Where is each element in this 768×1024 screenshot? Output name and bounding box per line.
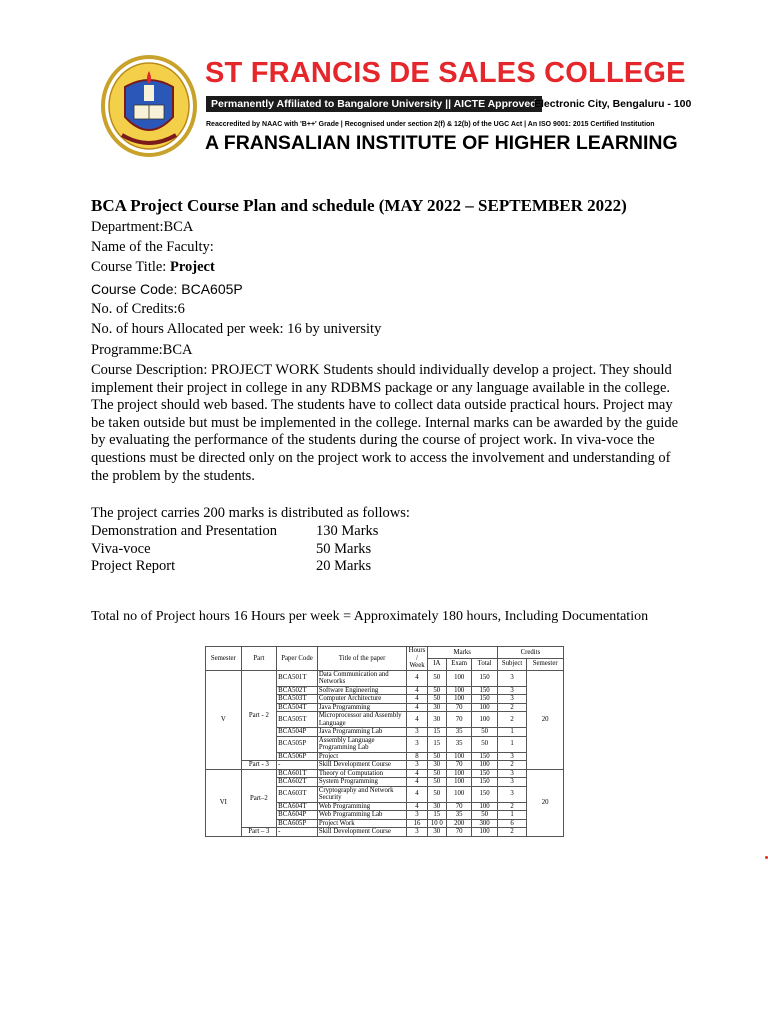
marks-row: [91, 558, 372, 575]
header-hours: Hours / Week: [408, 647, 426, 669]
marks-item: Viva-voce: [91, 541, 151, 557]
total-cell: 100: [472, 828, 497, 837]
marks-row: [91, 523, 379, 540]
total-cell: 300: [472, 819, 497, 828]
paper-title-cell: Java Programming Lab: [317, 728, 406, 737]
paper-code-cell: BCA502T: [277, 686, 318, 695]
part-cell: Part - 3: [241, 761, 277, 770]
hours-cell: 16: [407, 819, 427, 828]
total-hours-line: Total no of Project hours 16 Hours per week = Approximately 180 hours, Including Documentation: [91, 609, 649, 624]
total-cell: 100: [472, 703, 497, 712]
ia-cell: 50: [427, 670, 446, 686]
total-cell: 50: [472, 736, 497, 752]
paper-title-cell: Web Programming: [317, 802, 406, 811]
semester-credits-cell: 20: [527, 670, 564, 769]
part-cell: Part–2: [241, 769, 277, 828]
subject-credits-cell: 3: [497, 670, 526, 686]
hours-cell: 8: [407, 752, 427, 761]
marks-item: Demonstration and Presentation: [91, 523, 278, 539]
hours-cell: 3: [407, 728, 427, 737]
hours-cell: 4: [407, 769, 427, 778]
paper-title-cell: System Programming: [317, 778, 406, 787]
exam-cell: 100: [446, 786, 471, 802]
paper-title-cell: Project Work: [317, 819, 406, 828]
paper-title-cell: Java Programming: [317, 703, 406, 712]
paper-title-cell: Skill Development Course: [317, 761, 406, 770]
table-row: [206, 828, 564, 837]
scheme-table-body: [206, 670, 564, 836]
paper-code-cell: BCA602T: [277, 778, 318, 787]
subject-credits-cell: 3: [497, 778, 526, 787]
ia-cell: 30: [427, 761, 446, 770]
header-subject: Subject: [497, 658, 526, 670]
semester-cell: V: [206, 670, 242, 769]
programme-line: Programme:BCA: [91, 342, 193, 358]
ia-cell: 30: [427, 828, 446, 837]
hours-cell: 4: [407, 695, 427, 704]
exam-cell: 35: [446, 728, 471, 737]
paper-code-cell: BCA604P: [277, 811, 318, 820]
hours-cell: 4: [407, 703, 427, 712]
ia-cell: 30: [427, 802, 446, 811]
accreditation-line: Reaccredited by NAAC with 'B++' Grade | Recognised under section 2(f) & 12(b) of the UGC Act | An ISO 9001: 2015 Certified Institution: [206, 121, 655, 128]
header-part: Part: [241, 647, 277, 671]
total-cell: 150: [472, 686, 497, 695]
course-title-label: Course Title:: [91, 259, 170, 275]
total-cell: 100: [472, 761, 497, 770]
paper-code-cell: BCA505P: [277, 736, 318, 752]
ia-cell: 30: [427, 712, 446, 728]
paper-code-cell: BCA505T: [277, 712, 318, 728]
paper-title-cell: Software Engineering: [317, 686, 406, 695]
marks-value: 50 Marks: [316, 541, 372, 557]
hours-cell: 3: [407, 761, 427, 770]
total-cell: 150: [472, 769, 497, 778]
paper-code-cell: BCA601T: [277, 769, 318, 778]
total-cell: 50: [472, 811, 497, 820]
scheme-table: [205, 646, 564, 837]
paper-title-cell: Theory of Computation: [317, 769, 406, 778]
exam-cell: 100: [446, 695, 471, 704]
document-title: BCA Project Course Plan and schedule (MAY 2022 – SEPTEMBER 2022): [91, 196, 627, 215]
table-row: [206, 769, 564, 778]
college-logo: [100, 55, 198, 157]
ia-cell: 50: [427, 769, 446, 778]
total-cell: 150: [472, 786, 497, 802]
total-cell: 100: [472, 712, 497, 728]
subject-credits-cell: 3: [497, 752, 526, 761]
total-cell: 150: [472, 695, 497, 704]
exam-cell: 100: [446, 769, 471, 778]
exam-cell: 70: [446, 802, 471, 811]
hours-cell: 4: [407, 786, 427, 802]
subject-credits-cell: 1: [497, 736, 526, 752]
exam-cell: 100: [446, 752, 471, 761]
subject-credits-cell: 2: [497, 828, 526, 837]
subject-credits-cell: 3: [497, 769, 526, 778]
hours-cell: 3: [407, 811, 427, 820]
total-cell: 150: [472, 670, 497, 686]
paper-code-cell: BCA506P: [277, 752, 318, 761]
paper-title-cell: Skill Development Course: [317, 828, 406, 837]
subject-credits-cell: 2: [497, 802, 526, 811]
exam-cell: 70: [446, 712, 471, 728]
exam-cell: 100: [446, 686, 471, 695]
header-credits: Credits: [497, 647, 563, 659]
marks-row: [91, 541, 372, 558]
college-name: ST FRANCIS DE SALES COLLEGE: [205, 57, 686, 89]
subject-credits-cell: 2: [497, 761, 526, 770]
hours-line: No. of hours Allocated per week: 16 by university: [91, 321, 382, 337]
ia-cell: 15: [427, 728, 446, 737]
hours-cell: 3: [407, 736, 427, 752]
part-cell: Part - 2: [241, 670, 277, 761]
total-cell: 150: [472, 752, 497, 761]
exam-cell: 70: [446, 828, 471, 837]
exam-cell: 35: [446, 811, 471, 820]
marks-item: Project Report: [91, 558, 176, 574]
ia-cell: 50: [427, 778, 446, 787]
hours-cell: 4: [407, 778, 427, 787]
part-cell: Part – 3: [241, 828, 277, 837]
paper-title-cell: Web Programming Lab: [317, 811, 406, 820]
total-cell: 100: [472, 802, 497, 811]
paper-title-cell: Data Communication and Networks: [317, 670, 406, 686]
credits-line: No. of Credits:6: [91, 301, 185, 317]
table-row: [206, 761, 564, 770]
ia-cell: 50: [427, 752, 446, 761]
paper-code-cell: BCA605P: [277, 819, 318, 828]
paper-title-cell: Assembly Language Programming Lab: [317, 736, 406, 752]
paper-code-cell: BCA501T: [277, 670, 318, 686]
subject-credits-cell: 2: [497, 712, 526, 728]
paper-code-cell: BCA604T: [277, 802, 318, 811]
paper-code-cell: BCA503T: [277, 695, 318, 704]
paper-code-cell: BCA603T: [277, 786, 318, 802]
college-location: Electronic City, Bengaluru - 100: [534, 98, 692, 110]
faculty-line: Name of the Faculty:: [91, 239, 214, 255]
header-total: Total: [472, 658, 497, 670]
table-row: [206, 670, 564, 686]
semester-credits-cell: 20: [527, 769, 564, 836]
hours-cell: 4: [407, 670, 427, 686]
ia-cell: 50: [427, 786, 446, 802]
header-semester: Semester: [206, 647, 242, 671]
exam-cell: 35: [446, 736, 471, 752]
semester-cell: VI: [206, 769, 242, 836]
affiliation-bar: Permanently Affiliated to Bangalore University || AICTE Approved: [206, 96, 542, 112]
ia-cell: 15: [427, 736, 446, 752]
subject-credits-cell: 3: [497, 686, 526, 695]
header-semester-credits: Semester: [527, 658, 564, 670]
ia-cell: 30: [427, 703, 446, 712]
course-description: Course Description: PROJECT WORK Students should individually develop a project. They should implement their project in college in any RDBMS package or any language available in the college. The project should web based. The students have to collect data outside practical hours. Project may be taken outside but must be implemented in the college. Internal marks can be awarded by the guide by evaluating the performance of the students during the course of project work. In viva-voce the questions must be directed only on the project work to access the involvement and understanding of the problem by the students.: [91, 362, 679, 484]
paper-title-cell: Computer Architecture: [317, 695, 406, 704]
hours-cell: 4: [407, 712, 427, 728]
total-cell: 150: [472, 778, 497, 787]
paper-title-cell: Cryptography and Network Security: [317, 786, 406, 802]
exam-cell: 100: [446, 778, 471, 787]
total-cell: 50: [472, 728, 497, 737]
ia-cell: 50: [427, 695, 446, 704]
header-title: Title of the paper: [317, 647, 406, 671]
course-title-value: Project: [169, 259, 215, 275]
hours-cell: 3: [407, 828, 427, 837]
paper-code-cell: -: [277, 761, 318, 770]
hours-cell: 4: [407, 686, 427, 695]
department-line: Department:BCA: [91, 219, 194, 235]
exam-cell: 100: [446, 670, 471, 686]
exam-cell: 200: [446, 819, 471, 828]
subject-credits-cell: 1: [497, 728, 526, 737]
institute-tagline: A FRANSALIAN INSTITUTE OF HIGHER LEARNING: [205, 132, 678, 154]
ia-cell: 50: [427, 686, 446, 695]
header-ia: IA: [427, 658, 446, 670]
course-code-line: Course Code: BCA605P: [91, 281, 243, 297]
marks-intro: The project carries 200 marks is distributed as follows:: [91, 505, 410, 521]
ia-cell: 10 0: [427, 819, 446, 828]
header-exam: Exam: [446, 658, 471, 670]
marks-value: 130 Marks: [316, 523, 379, 539]
ia-cell: 15: [427, 811, 446, 820]
header-paper-code: Paper Code: [277, 647, 318, 671]
subject-credits-cell: 1: [497, 811, 526, 820]
marks-value: 20 Marks: [316, 558, 372, 574]
paper-title-cell: Microprocessor and Assembly Language: [317, 712, 406, 728]
subject-credits-cell: 6: [497, 819, 526, 828]
paper-code-cell: BCA504T: [277, 703, 318, 712]
course-title-line: [91, 259, 215, 276]
paper-code-cell: BCA504P: [277, 728, 318, 737]
subject-credits-cell: 2: [497, 703, 526, 712]
exam-cell: 70: [446, 703, 471, 712]
exam-cell: 70: [446, 761, 471, 770]
paper-title-cell: Project: [317, 752, 406, 761]
paper-code-cell: -: [277, 828, 318, 837]
hours-cell: 4: [407, 802, 427, 811]
subject-credits-cell: 3: [497, 695, 526, 704]
subject-credits-cell: 3: [497, 786, 526, 802]
header-marks: Marks: [427, 647, 497, 659]
